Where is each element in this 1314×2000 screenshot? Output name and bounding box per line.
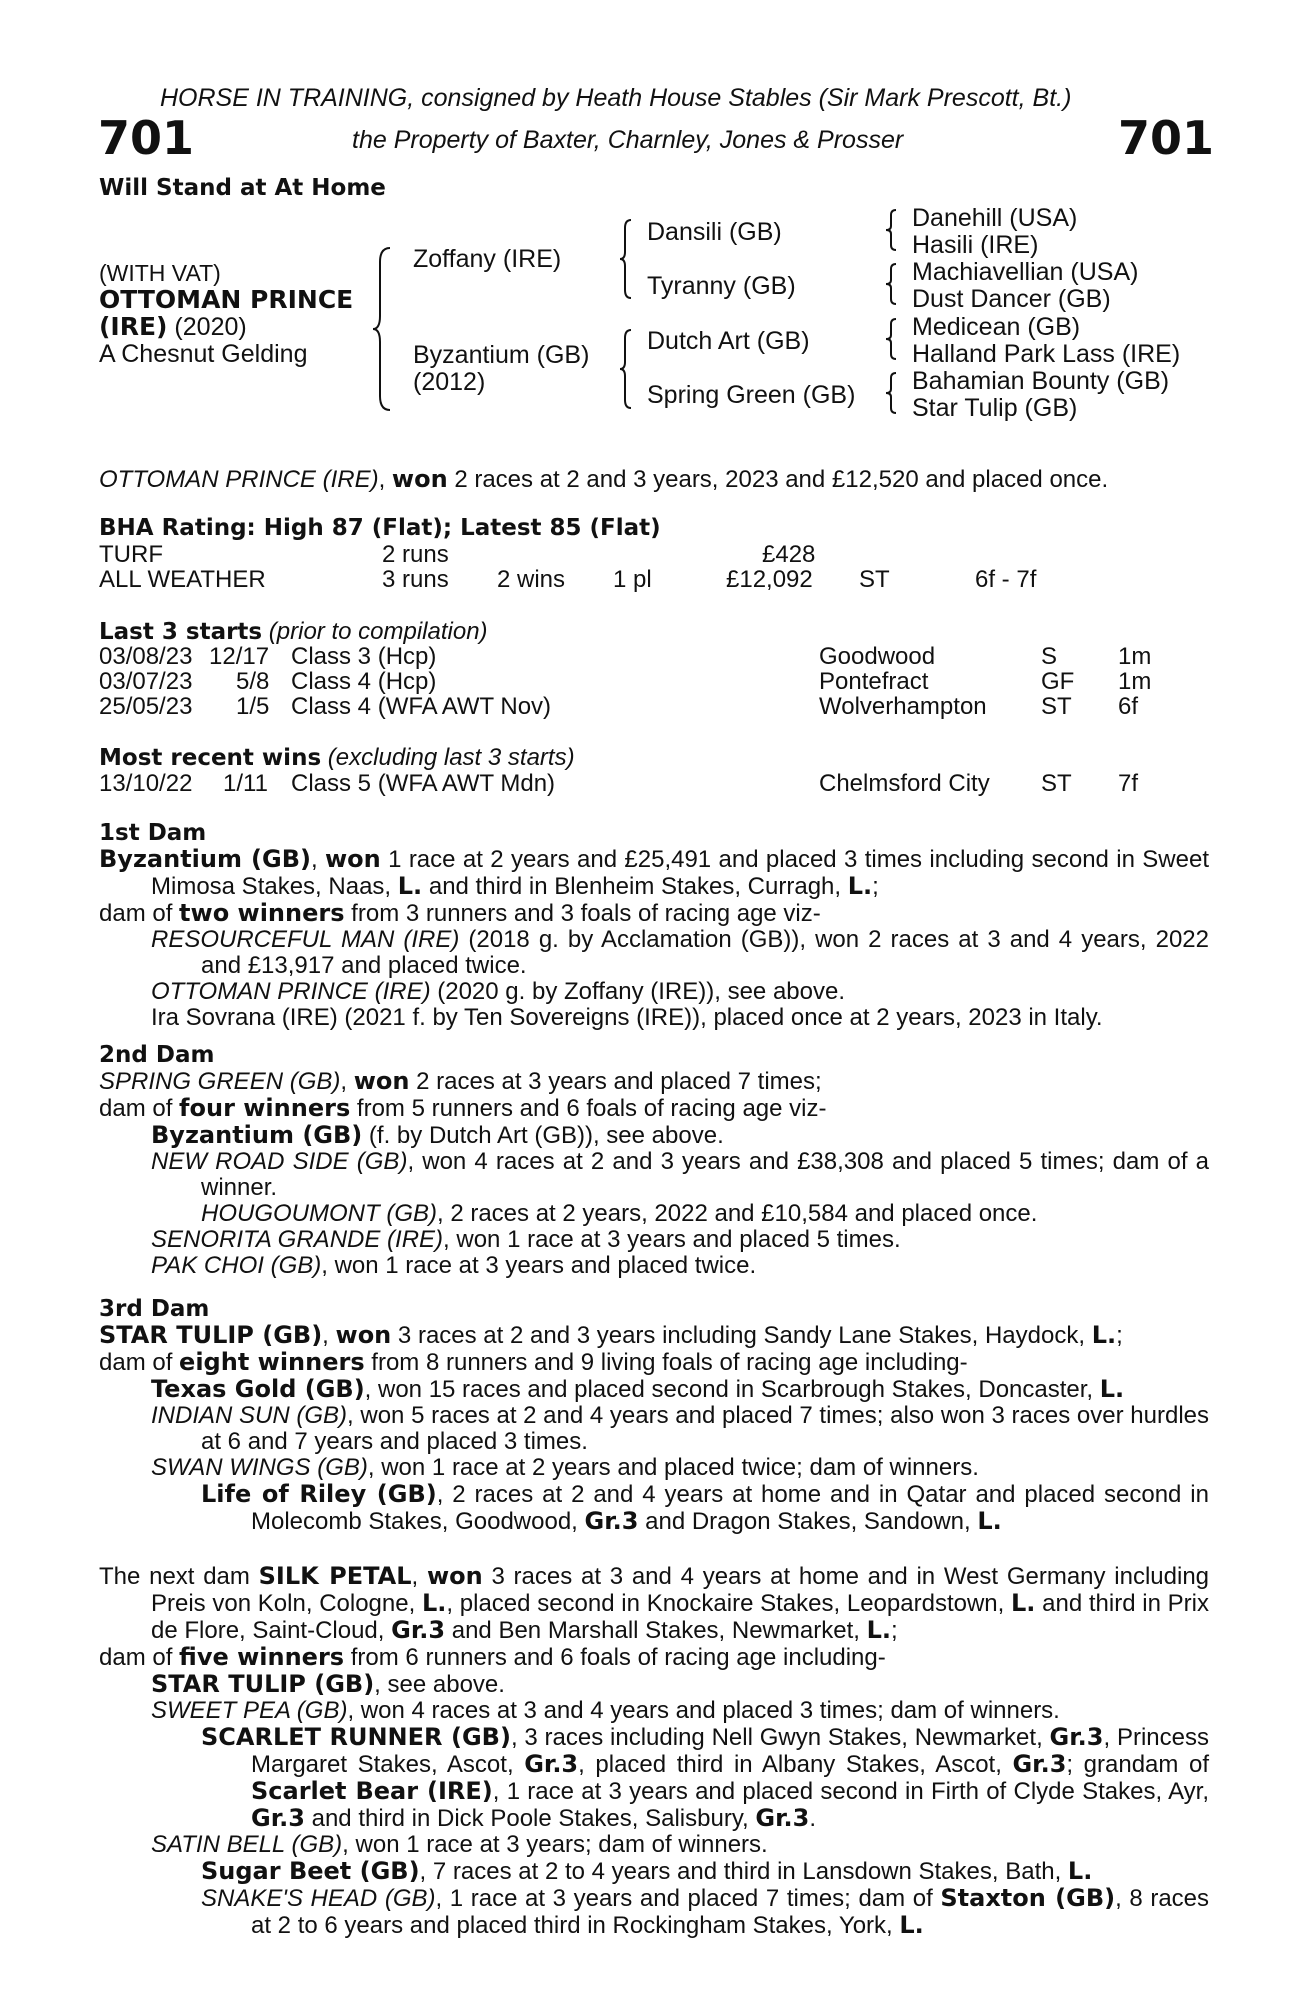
second-dam-name: SPRING GREEN (GB)	[99, 1068, 341, 1095]
listed-mark: L.	[866, 1616, 891, 1644]
summary-horse: OTTOMAN PRINCE (IRE)	[99, 466, 379, 493]
start-course: Pontefract	[819, 668, 929, 695]
produce-name: Sugar Beet (GB)	[201, 1857, 420, 1885]
next-dam-won: won	[426, 1562, 483, 1590]
group-mark: Gr.3	[391, 1616, 446, 1644]
group-mark: Gr.3	[1012, 1750, 1067, 1778]
produce-name: NEW ROAD SIDE (GB)	[151, 1148, 408, 1175]
horse-name-suffix	[99, 314, 247, 340]
produce-entry	[99, 927, 1209, 979]
produce-text: , won 5 races at 2 and 4 years and placed 7 times; also won 3 races over hurdles at 6 and 7 years and placed 3 times.	[201, 1402, 1209, 1455]
pedigree-brace-3c	[884, 317, 898, 361]
third-dam-won: won	[335, 1321, 392, 1349]
winners-count: five winners	[179, 1643, 345, 1671]
produce-text: , won 4 races at 3 and 4 years and placed 3 times; dam of winners.	[347, 1697, 1060, 1724]
produce-name: SENORITA GRANDE (IRE)	[151, 1226, 444, 1253]
produce-entry	[99, 1227, 1209, 1253]
horse-country: (IRE)	[99, 312, 168, 341]
pedigree-dam: Byzantium (GB)	[413, 341, 590, 369]
winners-count: eight winners	[179, 1348, 365, 1376]
produce-text: , 1 race at 3 years and placed 7 times; dam of	[435, 1885, 941, 1912]
recent-subheading: (excluding last 3 starts)	[321, 744, 575, 771]
produce-text: , 3 races including Nell Gwyn Stakes, Newmarket,	[510, 1724, 1050, 1751]
produce-text: , 2 races at 2 years, 2022 and £10,584 and placed once.	[436, 1200, 1038, 1227]
next-dam-produce-summary	[99, 1644, 1209, 1671]
start-distance: 6f	[1118, 693, 1139, 720]
produce-entry	[99, 1149, 1209, 1201]
produce-entry	[99, 1885, 1209, 1939]
third-dam-name: STAR TULIP (GB)	[99, 1321, 323, 1349]
second-dam-record: SPRING GREEN (GB), won 2 races at 3 years and placed 7 times;	[99, 1067, 822, 1095]
group-mark: Gr.3	[755, 1804, 810, 1832]
third-dam-section	[99, 1296, 1209, 1535]
vat-label: (WITH VAT)	[99, 260, 221, 286]
winners-count: four winners	[179, 1094, 351, 1122]
produce-text: (2018 g. by Acclamation (GB)), won 2 races at 3 and 4 years, 2022 and £13,917 and placed twice.	[201, 926, 1209, 979]
next-dam-text: and Ben Marshall Stakes, Newmarket,	[445, 1617, 867, 1644]
listed-mark: L.	[1067, 1857, 1093, 1885]
produce-entry	[99, 1253, 1209, 1279]
horse-year: (2020)	[167, 313, 247, 341]
produce-name: SCARLET RUNNER (GB)	[201, 1723, 511, 1751]
listed-mark: L.	[421, 1589, 447, 1617]
consignment-line: HORSE IN TRAINING, consigned by Heath House Stables (Sir Mark Prescott, Bt.)	[160, 84, 1072, 112]
start-position: 12/17	[209, 643, 270, 670]
property-line: the Property of Baxter, Charnley, Jones & Prosser	[352, 126, 904, 154]
pedigree-brace-3a	[884, 208, 898, 252]
rating-prize: £12,092	[726, 566, 813, 593]
start-distance: 1m	[1118, 643, 1152, 670]
produce-text: , won 1 race at 2 years and placed twice; dam of winners.	[367, 1454, 979, 1481]
rating-going: ST	[859, 566, 890, 593]
last3-heading: Last 3 starts	[99, 619, 263, 645]
produce-text: , 8 races at 2 to 6 years and placed third in Rockingham Stakes, York,	[251, 1885, 1210, 1939]
produce-name: HOUGOUMONT (GB)	[201, 1200, 437, 1227]
produce-text: , 7 races at 2 to 4 years and third in Lansdown Stakes, Bath,	[419, 1858, 1068, 1885]
produce-name: RESOURCEFUL MAN (IRE)	[151, 926, 460, 953]
produce-entry	[99, 1122, 1209, 1149]
rating-runs: 3 runs	[382, 566, 449, 593]
start-going: S	[1041, 643, 1058, 670]
first-dam-text2: and third in Blenheim Stakes, Curragh,	[422, 873, 848, 900]
rating-title: BHA Rating: High 87 (Flat); Latest 85 (Flat)	[99, 515, 661, 541]
damof: dam of	[99, 1349, 180, 1376]
produce-entry	[99, 1832, 1209, 1858]
produce-text: , won 1 race at 3 years and placed twice.	[321, 1252, 757, 1279]
produce-entry	[99, 1376, 1209, 1403]
damof-rest: from 5 runners and 6 foals of racing age viz-	[350, 1095, 827, 1122]
listed-mark: L.	[899, 1911, 924, 1939]
produce-text: Ira Sovrana (IRE) (2021 f. by Ten Sovereigns (IRE)), placed once at 2 years, 2023 in Italy.	[151, 1004, 1103, 1031]
produce-entry	[99, 1005, 1209, 1031]
rating-surface: ALL WEATHER	[99, 566, 266, 593]
produce-text: , Princess Margaret Stakes, Ascot,	[251, 1724, 1209, 1778]
third-dam-produce-summary	[99, 1349, 1209, 1376]
produce-text: and third in Dick Poole Stakes, Salisbury,	[304, 1805, 756, 1832]
lot-number-right: 701	[1118, 111, 1215, 165]
third-dam-record: STAR TULIP (GB), won 3 races at 2 and 3 years including Sandy Lane Stakes, Haydock, L.;	[99, 1321, 1123, 1349]
pedigree-brace-3d	[884, 371, 898, 415]
produce-entry	[99, 979, 1209, 1005]
second-dam-produce-summary	[99, 1095, 1209, 1122]
pedigree-brace-3b	[884, 262, 898, 306]
listed-mark: L.	[1011, 1589, 1036, 1617]
produce-name: SWAN WINGS (GB)	[151, 1454, 368, 1481]
first-dam-end: ;	[872, 873, 879, 900]
start-class: Class 4 (WFA AWT Nov)	[291, 693, 552, 720]
rating-surface: TURF	[99, 541, 163, 568]
produce-name: Texas Gold (GB)	[151, 1375, 365, 1403]
first-dam-produce-summary	[99, 900, 1209, 927]
group-mark: Gr.3	[1049, 1723, 1104, 1751]
produce-entry	[99, 1403, 1209, 1455]
rating-wins: 2 wins	[497, 566, 566, 593]
rating-runs: 2 runs	[382, 541, 449, 568]
produce-name: Byzantium (GB)	[151, 1121, 363, 1149]
win-date: 13/10/22	[99, 770, 193, 797]
lot-number-left: 701	[98, 111, 195, 165]
start-date: 03/08/23	[99, 643, 193, 670]
damof: dam of	[99, 1095, 180, 1122]
pedigree-sire: Zoffany (IRE)	[413, 245, 562, 273]
next-dam-end: ;	[891, 1617, 898, 1644]
produce-entry	[99, 1858, 1209, 1885]
pedigree-sdd: Dust Dancer (GB)	[912, 285, 1111, 313]
produce-name: PAK CHOI (GB)	[151, 1252, 322, 1279]
produce-name: Life of Riley (GB)	[201, 1480, 437, 1508]
first-dam-won: won	[325, 845, 381, 873]
start-going: ST	[1041, 693, 1072, 720]
win-course: Chelmsford City	[819, 770, 990, 797]
produce-name: STAR TULIP (GB)	[151, 1670, 375, 1698]
pedigree-brace-dam	[618, 328, 634, 410]
pedigree-dds: Bahamian Bounty (GB)	[912, 367, 1170, 395]
third-dam-text: 3 races at 2 and 3 years including Sandy Lane Stakes, Haydock,	[391, 1322, 1092, 1349]
start-date: 03/07/23	[99, 668, 193, 695]
produce-name: OTTOMAN PRINCE (IRE)	[151, 978, 431, 1005]
pedigree-sds: Machiavellian (USA)	[912, 258, 1139, 286]
listed-mark: L.	[847, 872, 873, 900]
pedigree-dam-dam: Spring Green (GB)	[647, 381, 856, 409]
pedigree-dam-sire: Dutch Art (GB)	[647, 327, 810, 355]
start-position: 5/8	[236, 668, 270, 695]
first-dam-heading: 1st Dam	[99, 820, 207, 846]
produce-text: , 1 race at 3 years and placed second in Firth of Clyde Stakes, Ayr,	[492, 1778, 1209, 1805]
horse-description: A Chesnut Gelding	[99, 340, 308, 368]
produce-text: , placed third in Albany Stakes, Ascot,	[578, 1751, 1013, 1778]
second-dam-heading: 2nd Dam	[99, 1042, 215, 1068]
pedigree-sss: Danehill (USA)	[912, 204, 1078, 232]
pedigree-ssd: Hasili (IRE)	[912, 231, 1039, 259]
race-summary: OTTOMAN PRINCE (IRE), won 2 races at 2 and 3 years, 2023 and £12,520 and placed once.	[99, 465, 1109, 493]
next-dam-record: The next dam SILK PETAL, won 3 races at 3 and 4 years at home and in West Germany including Preis von Koln, Cologne, L., placed second in Knockaire Stakes, Leopardstown, L. and third in Prix de Flore, Saint-Cloud, Gr.3 and Ben Marshall Stakes, Newmarket, L.;	[99, 1562, 1210, 1644]
second-dam-section	[99, 1042, 1209, 1279]
start-class: Class 4 (Hcp)	[291, 668, 437, 695]
produce-text: and Dragon Stakes, Sandown,	[638, 1508, 978, 1535]
damof-rest: from 3 runners and 3 foals of racing age viz-	[344, 900, 821, 927]
produce-name: SWEET PEA (GB)	[151, 1697, 348, 1724]
recent-title	[99, 746, 575, 770]
start-course: Goodwood	[819, 643, 936, 670]
produce-entry	[99, 1724, 1209, 1832]
damof-rest: from 6 runners and 6 foals of racing age including-	[344, 1644, 886, 1671]
rating-prize: £428	[762, 541, 816, 568]
start-date: 25/05/23	[99, 693, 193, 720]
produce-entry	[99, 1455, 1209, 1481]
produce-text: (2020 g. by Zoffany (IRE)), see above.	[430, 978, 845, 1005]
produce-name: SNAKE'S HEAD (GB)	[201, 1885, 436, 1912]
third-dam-end: ;	[1116, 1322, 1123, 1349]
produce-text: , won 4 races at 2 and 3 years and £38,308 and placed 5 times; dam of a winner.	[201, 1148, 1209, 1201]
produce-text: .	[809, 1805, 816, 1832]
last3-subheading: (prior to compilation)	[262, 618, 488, 645]
listed-mark: L.	[977, 1507, 1002, 1535]
pedigree-dam-year: (2012)	[413, 368, 486, 396]
listed-mark: L.	[397, 872, 423, 900]
damof: dam of	[99, 1644, 180, 1671]
pedigree-sire-sire: Dansili (GB)	[647, 218, 782, 246]
next-dam-intro: The next dam	[99, 1563, 259, 1590]
start-going: GF	[1041, 668, 1075, 695]
summary-text: 2 races at 2 and 3 years, 2023 and £12,520 and placed once.	[447, 466, 1109, 493]
next-dam-name: SILK PETAL	[258, 1562, 412, 1590]
start-class: Class 3 (Hcp)	[291, 643, 437, 670]
next-dam-text: and third in Prix de Flore, Saint-Cloud,	[151, 1590, 1210, 1644]
recent-heading: Most recent wins	[99, 745, 322, 771]
produce-text: , won 15 races and placed second in Scarbrough Stakes, Doncaster,	[364, 1376, 1100, 1403]
next-dam-section	[99, 1563, 1209, 1939]
third-dam-heading: 3rd Dam	[99, 1296, 210, 1322]
produce-name: SATIN BELL (GB)	[151, 1831, 343, 1858]
second-dam-won: won	[353, 1067, 410, 1095]
first-dam-section	[99, 820, 1209, 1031]
group-mark: Gr.3	[251, 1804, 305, 1832]
produce-name: INDIAN SUN (GB)	[151, 1402, 348, 1429]
produce-entry	[99, 1201, 1209, 1227]
second-dam-text: 2 races at 3 years and placed 7 times;	[409, 1068, 822, 1095]
rating-placed: 1 pl	[613, 566, 652, 593]
start-course: Wolverhampton	[819, 693, 987, 720]
next-dam-text: , placed second in Knockaire Stakes, Leopardstown,	[446, 1590, 1012, 1617]
produce-text: , see above.	[374, 1671, 505, 1698]
pedigree-sire-dam: Tyranny (GB)	[647, 272, 796, 300]
win-distance: 7f	[1118, 770, 1139, 797]
rating-distance: 6f - 7f	[975, 566, 1037, 593]
produce-text: (f. by Dutch Art (GB)), see above.	[362, 1122, 724, 1149]
produce-entry	[99, 1698, 1209, 1724]
group-mark: Gr.3	[524, 1750, 579, 1778]
pedigree-brace-sire	[618, 218, 634, 300]
pedigree-brace-main	[372, 246, 402, 412]
produce-text: , 2 races at 2 and 4 years at home and in Qatar and placed second in Molecomb Stakes, Goodwood,	[251, 1481, 1209, 1535]
first-dam-record: Byzantium (GB), won 1 race at 2 years and £25,491 and placed 3 times including second in Sweet Mimosa Stakes, Naas, L. and third in Blenheim Stakes, Curragh, L.;	[99, 845, 1209, 900]
win-class: Class 5 (WFA AWT Mdn)	[291, 770, 556, 797]
summary-won: won	[391, 465, 448, 493]
listed-mark: L.	[1091, 1321, 1117, 1349]
pedigree-ddd: Star Tulip (GB)	[912, 394, 1078, 422]
next-dam-text: 3 races at 3 and 4 years at home and in West Germany including Preis von Koln, Cologne,	[151, 1563, 1210, 1617]
damof-rest: from 8 runners and 9 living foals of racing age including-	[364, 1349, 968, 1376]
win-position: 1/11	[223, 770, 268, 797]
produce-text: , won 1 race at 3 years and placed 5 times.	[443, 1226, 901, 1253]
produce-text: ; grandam of	[1066, 1751, 1209, 1778]
group-mark: Gr.3	[584, 1507, 639, 1535]
first-dam-text: 1 race at 2 years and £25,491 and placed 3 times including second in Sweet Mimosa Stakes, Naas,	[151, 846, 1209, 900]
pedigree-dsd: Halland Park Lass (IRE)	[912, 340, 1181, 368]
produce-entry	[99, 1481, 1209, 1535]
start-position: 1/5	[236, 693, 270, 720]
first-dam-name: Byzantium (GB)	[99, 845, 311, 873]
pedigree-dss: Medicean (GB)	[912, 313, 1081, 341]
produce-entry	[99, 1671, 1209, 1698]
win-going: ST	[1041, 770, 1072, 797]
produce-text: , won 1 race at 3 years; dam of winners.	[342, 1831, 768, 1858]
horse-name: OTTOMAN PRINCE	[99, 285, 354, 314]
listed-mark: L.	[1099, 1375, 1125, 1403]
start-distance: 1m	[1118, 668, 1152, 695]
grand-produce-name: Scarlet Bear (IRE)	[251, 1777, 493, 1805]
damof: dam of	[99, 900, 180, 927]
last3-title	[99, 620, 488, 644]
winners-count: two winners	[179, 899, 345, 927]
will-stand-line: Will Stand at At Home	[99, 175, 386, 201]
grand-produce-name: Staxton (GB)	[940, 1884, 1116, 1912]
